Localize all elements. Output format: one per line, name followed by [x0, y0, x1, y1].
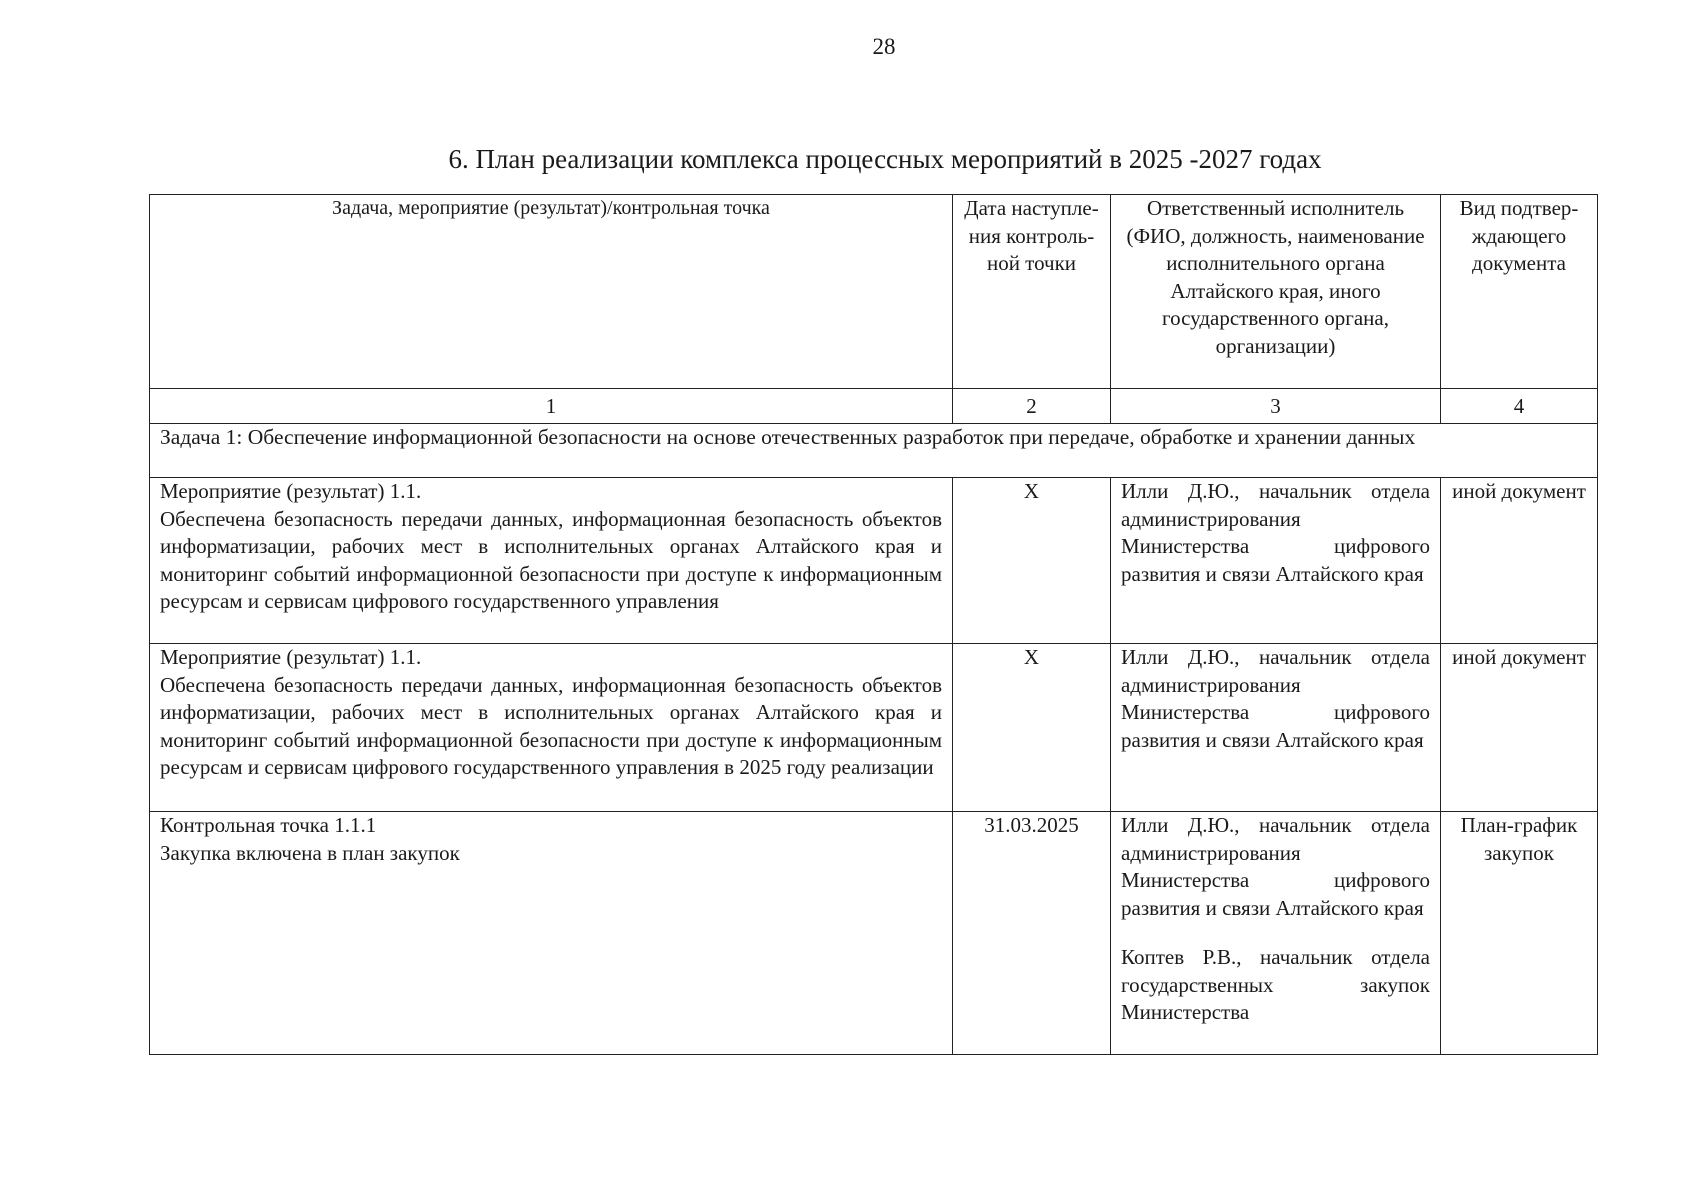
column-number: 1 [150, 389, 953, 424]
date-cell: X [953, 478, 1111, 644]
table-row [150, 812, 1598, 1055]
column-number: 2 [953, 389, 1111, 424]
responsible-cell [1111, 478, 1441, 644]
task-text: Задача 1: Обеспечение информационной безопасности на основе отечественных разработок при передаче, обработке и хранении данных [150, 424, 1598, 478]
table-row [150, 644, 1598, 812]
column-number: 3 [1111, 389, 1441, 424]
spacer [1121, 922, 1430, 944]
header-date: Дата наступле-ния контроль-ной точки [953, 195, 1111, 389]
responsible-cell [1111, 644, 1441, 812]
header-responsible: Ответственный исполнитель (ФИО, должность, наименование исполнительного органа Алтайского края, иного государственного органа, организации) [1111, 195, 1441, 389]
table-row [150, 478, 1598, 644]
date-cell: 31.03.2025 [953, 812, 1111, 1055]
task-row [150, 424, 1598, 478]
activity-text: Обеспечена безопасность передачи данных, информационная безопасность объектов информатизации, рабочих мест в исполнительных органах Алтайского края и мониторинг событий информационной безопасности при доступе к информационным ресурсам и сервисам цифрового государственного управления [160, 506, 942, 613]
table-header-row [150, 195, 1598, 389]
column-number: 4 [1441, 389, 1598, 424]
checkpoint-cell [150, 812, 953, 1055]
document-cell: План-график закупок [1441, 812, 1598, 1055]
checkpoint-text: Закупка включена в план закупок [160, 840, 460, 865]
responsible-person: Илли Д.Ю., начальник отдела администрирования Министерства цифрового развития и связи Алтайского края [1121, 813, 1430, 920]
document-cell: иной документ [1441, 478, 1598, 644]
activity-text: Обеспечена безопасность передачи данных, информационная безопасность объектов информатизации, рабочих мест в исполнительных органах Алтайского края и мониторинг событий информационной безопасности при доступе к информационным ресурсам и сервисам цифрового государственного управления в 2025 году реализации [160, 672, 942, 779]
activity-heading: Мероприятие (результат) 1.1. [160, 645, 422, 669]
page-number: 28 [872, 34, 896, 59]
document-cell: иной документ [1441, 644, 1598, 812]
page-title: 6. План реализации комплекса процессных мероприятий в 2025 -2027 годах [448, 144, 1322, 174]
header-task: Задача, мероприятие (результат)/контрольная точка [150, 195, 953, 389]
activity-cell [150, 478, 953, 644]
responsible-person: Илли Д.Ю., начальник отдела администрирования Министерства цифрового развития и связи Алтайского края [1121, 645, 1430, 752]
plan-table [149, 194, 1598, 1055]
activity-cell [150, 644, 953, 812]
responsible-cell [1111, 812, 1441, 1055]
activity-heading: Мероприятие (результат) 1.1. [160, 479, 422, 503]
responsible-person: Коптев Р.В., начальник отдела государственных закупок Министерства [1121, 945, 1430, 1024]
responsible-person: Илли Д.Ю., начальник отдела администрирования Министерства цифрового развития и связи Алтайского края [1121, 479, 1430, 586]
date-cell: X [953, 644, 1111, 812]
checkpoint-heading: Контрольная точка 1.1.1 [160, 813, 377, 837]
header-document: Вид подтвер-ждающего документа [1441, 195, 1598, 389]
column-number-row [150, 389, 1598, 424]
